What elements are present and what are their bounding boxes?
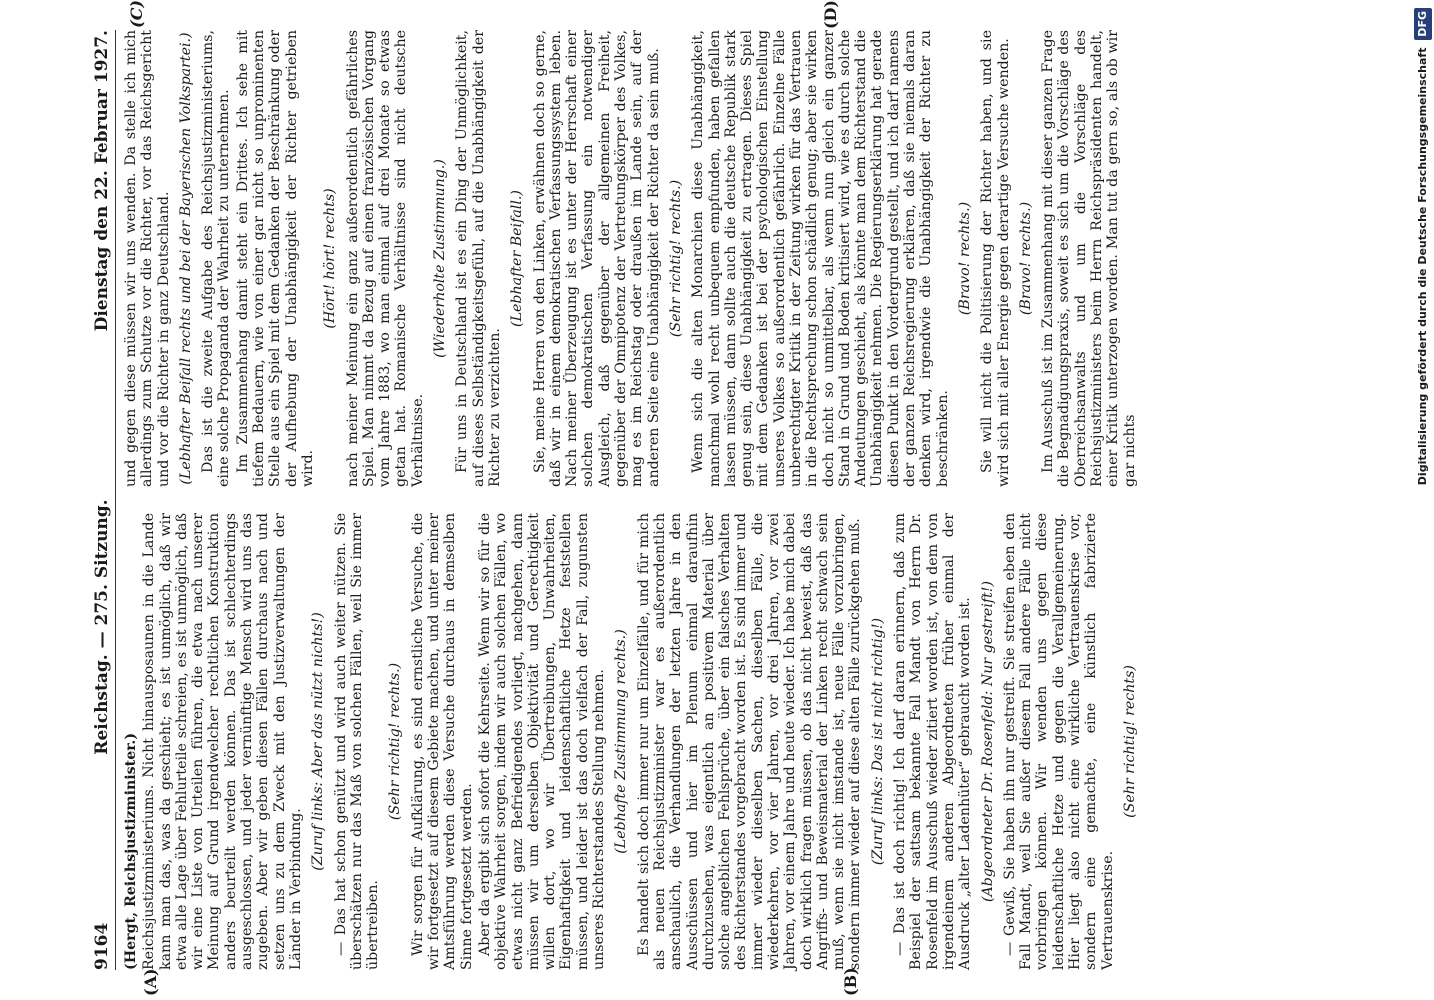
interjection: (Lebhafter Beifall.): [509, 190, 526, 327]
interjection: (Zuruf links: Das ist nicht richtig!): [869, 617, 886, 866]
paragraph: Für uns in Deutschland ist es ein Ding der Unmöglichkeit, auf dieses Selbständigkeitsgefühl, auf die Unabhängigkeit der Richter zu verzichten.: [454, 30, 503, 487]
interjection: (Wiederholte Zustimmung.): [432, 159, 449, 358]
paragraph: Reichsjustizministeriums. Nicht hinausposaunen in die Lande kann man das, was da geschieht; es ist unmöglich, daß wir etwa alle Lage über Fehlurteile schreien, es ist unmöglich, daß wir eine Liste von Urteilen führen, die etwa nach unserer Meinung auf Grund irgendwelcher rechtlichen Konstruktion anders beurteilt werden können. Das ist schlechterdings ausgeschlossen, und jeder vernünftige Mensch wird uns das zugeben. Aber wir geben diesen Fällen durchaus nach und setzen uns zu dem Zweck mit den Justizverwaltungen der Länder in Verbindung.: [141, 513, 304, 970]
paragraph: Wenn sich die alten Monarchien diese Unabhängigkeit, manchmal wohl recht unbequem empfunden, haben gefallen lassen müssen, dann sollte auch die deutsche Republik stark genug sein, diese Unabhängigkeit zu ertragen. Dieses Spiel mit dem Gedanken ist bei der psychologischen Einstellung unseres Volkes so außerordentlich gefährlich. Einzelne Fälle unberechtigter Kritik in der Zeitung wirken für das Vertrauen in die Rechtsprechung schon schädlich genug; aber sie wirken doch nicht so unmittelbar, als wenn nun gleich ein ganzer Stand in Grund und Boden kritisiert wird, wie es durch solche Andeutungen geschieht, als könnte man dem Richterstand die Unabhängigkeit nehmen. Die Regierungserklärung hat gerade diesen Punkt in den Vordergrund gestellt, und ich darf namens der ganzen Reichsregierung erklären, daß sie niemals daran denken wird, irgendwie die Unabhängigkeit der Richter zu beschränken.: [690, 30, 951, 487]
interjection: (Hört! hört! rechts): [322, 188, 339, 329]
page-header: [89, 30, 116, 970]
document-page: [67, 0, 1367, 1000]
paragraph: Wir sorgen für Aufklärung, es sind ernstliche Versuche, die wir fortgesetzt auf diesem Gebiete machen, und unter meiner Amtsführung werden diese Versuche durchaus in demselben Sinne fortgesetzt werden.: [409, 513, 475, 970]
paragraph: Im Zusammenhang damit steht ein Drittes. Ich sehe mit tiefem Bedauern, wie von einer gar nicht so unprominenten Stelle aus ein Spiel mit dem Gedanken der Beschränkung oder der Aufhebung der Unabhängigkeit der Richter getrieben wird.: [234, 30, 316, 487]
text-columns: [123, 0, 1357, 996]
interjection: (Zuruf links: Aber das nützt nichts!): [310, 612, 327, 871]
session-date: Dienstag den 22. Februar 1927.: [92, 30, 112, 332]
page-number: 9164: [92, 922, 112, 970]
interjection: (Lebhafte Zustimmung rechts.): [613, 629, 630, 854]
dfg-logo: DFG: [1414, 8, 1432, 40]
paragraph: — Das ist doch richtig! Ich darf daran erinnern, daß zum Beispiel der sattsam bekannte Fall Mandt von Herrn Dr. Rosenfeld im Ausschuß wieder zitiert worden ist, von dem von irgendeinem anderen Abgeordneten früher einmal der Ausdruck „alter Ladenhüter“ gebraucht worden ist.: [892, 513, 974, 970]
interjection: (Sehr richtig! rechts.): [387, 662, 404, 821]
margin-marker-d: (D): [821, 0, 840, 30]
paragraph: Im Ausschuß ist im Zusammenhang mit dieser ganzen Frage die Begnadigungspraxis, soweit es sich um die Vorschläge des Oberreichsanwalts und um die Vorschläge des Reichsjustizministers beim Herrn Reichspräsidenten handelt, einer Kritik unterzogen worden. Man tut da gern so, als ob wir gar nichts: [1040, 30, 1138, 487]
digitization-credit: [1414, 8, 1432, 992]
paragraph: Sie will nicht die Politisierung der Richter haben, und sie wird sich mit aller Energie gegen derartige Versuche wenden.: [979, 30, 1012, 487]
paragraph: Aber da ergibt sich sofort die Kehrseite. Wenn wir so für die objektive Wahrheit sorgen, indem wir auch solchen Fällen, wo etwas nicht ganz Befriedigendes vorliegt, nachgehen, dann müssen wir um derselben Objektivität und Gerechtigkeit willen dort, wo wir Übertreibungen, Unwahrheiten, Eigenhaftigkeit und leidenschaftliche Hetze feststellen müssen, und leider ist das doch vielfach der Fall, zugunsten unseres Richterstandes Stellung nehmen.: [476, 513, 608, 970]
paragraph: Es handelt sich doch immer nur um Einzelfälle, und für mich als neuen Reichsjustizminister war es außerordentlich anschaulich, die Verhandlungen der letzten Jahre in den Ausschüssen und hier im Plenum einmal daraufhin durchzusehen, was eigentlich an positivem Material über solche angeblichen Fehlsprüche, über ein falsches Verhalten des Richterstandes vorgebracht worden ist. Es sind immer und immer wieder dieselben Sachen, dieselben Fälle, die wiederkehren, vor vier Jahren, vor drei Jahren, vor zwei Jahren, vor einem Jahre und heute wieder. Ich habe mich dabei doch wirklich fragen müssen, ob das nicht beweist, daß das Angriffs- und Beweismaterial der Linken recht schwach sein muß, wenn sie nicht imstande ist, neue Fälle vorzubringen, sondern immer wieder auf diese alten Fälle zurückgehen muß.: [635, 513, 864, 970]
speaker-line: (Hergt, Reichsjustizminister.): [123, 732, 139, 970]
interjection: (Sehr richtig! rechts.): [667, 179, 684, 338]
paragraph: Sie, meine Herren von den Linken, erwähnen doch so gerne, daß wir in einem demokratischen Verfassungssystem leben. Nach meiner Überzeugung ist es unter der Herrschaft einer solchen demokratischen Verfassung ein notwendiger Ausgleich, daß gegenüber der allgemeinen Freiheit, gegenüber der Omnipotenz der Vertretungskörper des Volkes, mag es im Reichstag oder draußen im Lande sein, auf der anderen Seite eine Unabhängigkeit der Richter da sein muß.: [531, 30, 662, 487]
interjection: (Sehr richtig! rechts): [1121, 665, 1138, 818]
margin-marker-b: (B): [841, 967, 860, 996]
paragraph: nach meiner Meinung ein ganz außerordentlich gefährliches Spiel. Man nimmt da Bezug auf einen französischen Vorgang vom Jahre 1883, wo man einmal auf drei Monate so etwas getan hat. Romanische Verhältnisse sind nicht deutsche Verhältnisse.: [344, 30, 426, 487]
margin-marker-c: (C): [127, 0, 146, 28]
paragraph: und gegen diese müssen wir uns wenden. Da stelle ich mich allerdings zum Schutze vor die Richter, vor das Reichsgericht und vor die Richter in ganz Deutschland.: [123, 30, 172, 487]
paragraph: — Das hat schon genützt und wird auch weiter nützen. Sie überschätzen nur das Maß von solchen Fällen, weil Sie immer übertreiben.: [332, 513, 382, 970]
left-column: [123, 513, 1357, 996]
credit-text: Digitalisierung gefördert durch die Deutsche Forschungsgemeinschaft: [1416, 47, 1429, 486]
interjection: (Bravo! rechts.): [956, 201, 973, 316]
interjection: (Bravo! rechts.): [1017, 201, 1034, 316]
margin-marker-a: (A): [141, 968, 160, 996]
interjection: (Abgeordneter Dr. Rosenfeld: Nur gestreift!): [979, 580, 996, 903]
right-column: [123, 0, 1357, 487]
paragraph: Das ist die zweite Aufgabe des Reichsjustizministeriums, eine solche Propaganda der Wahrheit zu unternehmen.: [200, 30, 233, 487]
session-title: Reichstag. — 275. Sitzung.: [92, 499, 112, 755]
paragraph: — Gewiß, Sie haben ihn nur gestreift. Sie streifen eben den Fall Mandt, weil Sie außer diesem Fall andere Fälle nicht vorbringen können. Wir wenden uns gegen diese leidenschaftliche Hetze und gegen die Verallgemeinerung. Hier liegt also nicht eine wirkliche Vertrauenskrise vor, sondern eine gemachte, eine künstlich fabrizierte Vertrauenskrise.: [1001, 513, 1116, 970]
interjection: (Lebhafter Beifall rechts und bei der Bayerischen Volkspartei.): [177, 32, 194, 485]
